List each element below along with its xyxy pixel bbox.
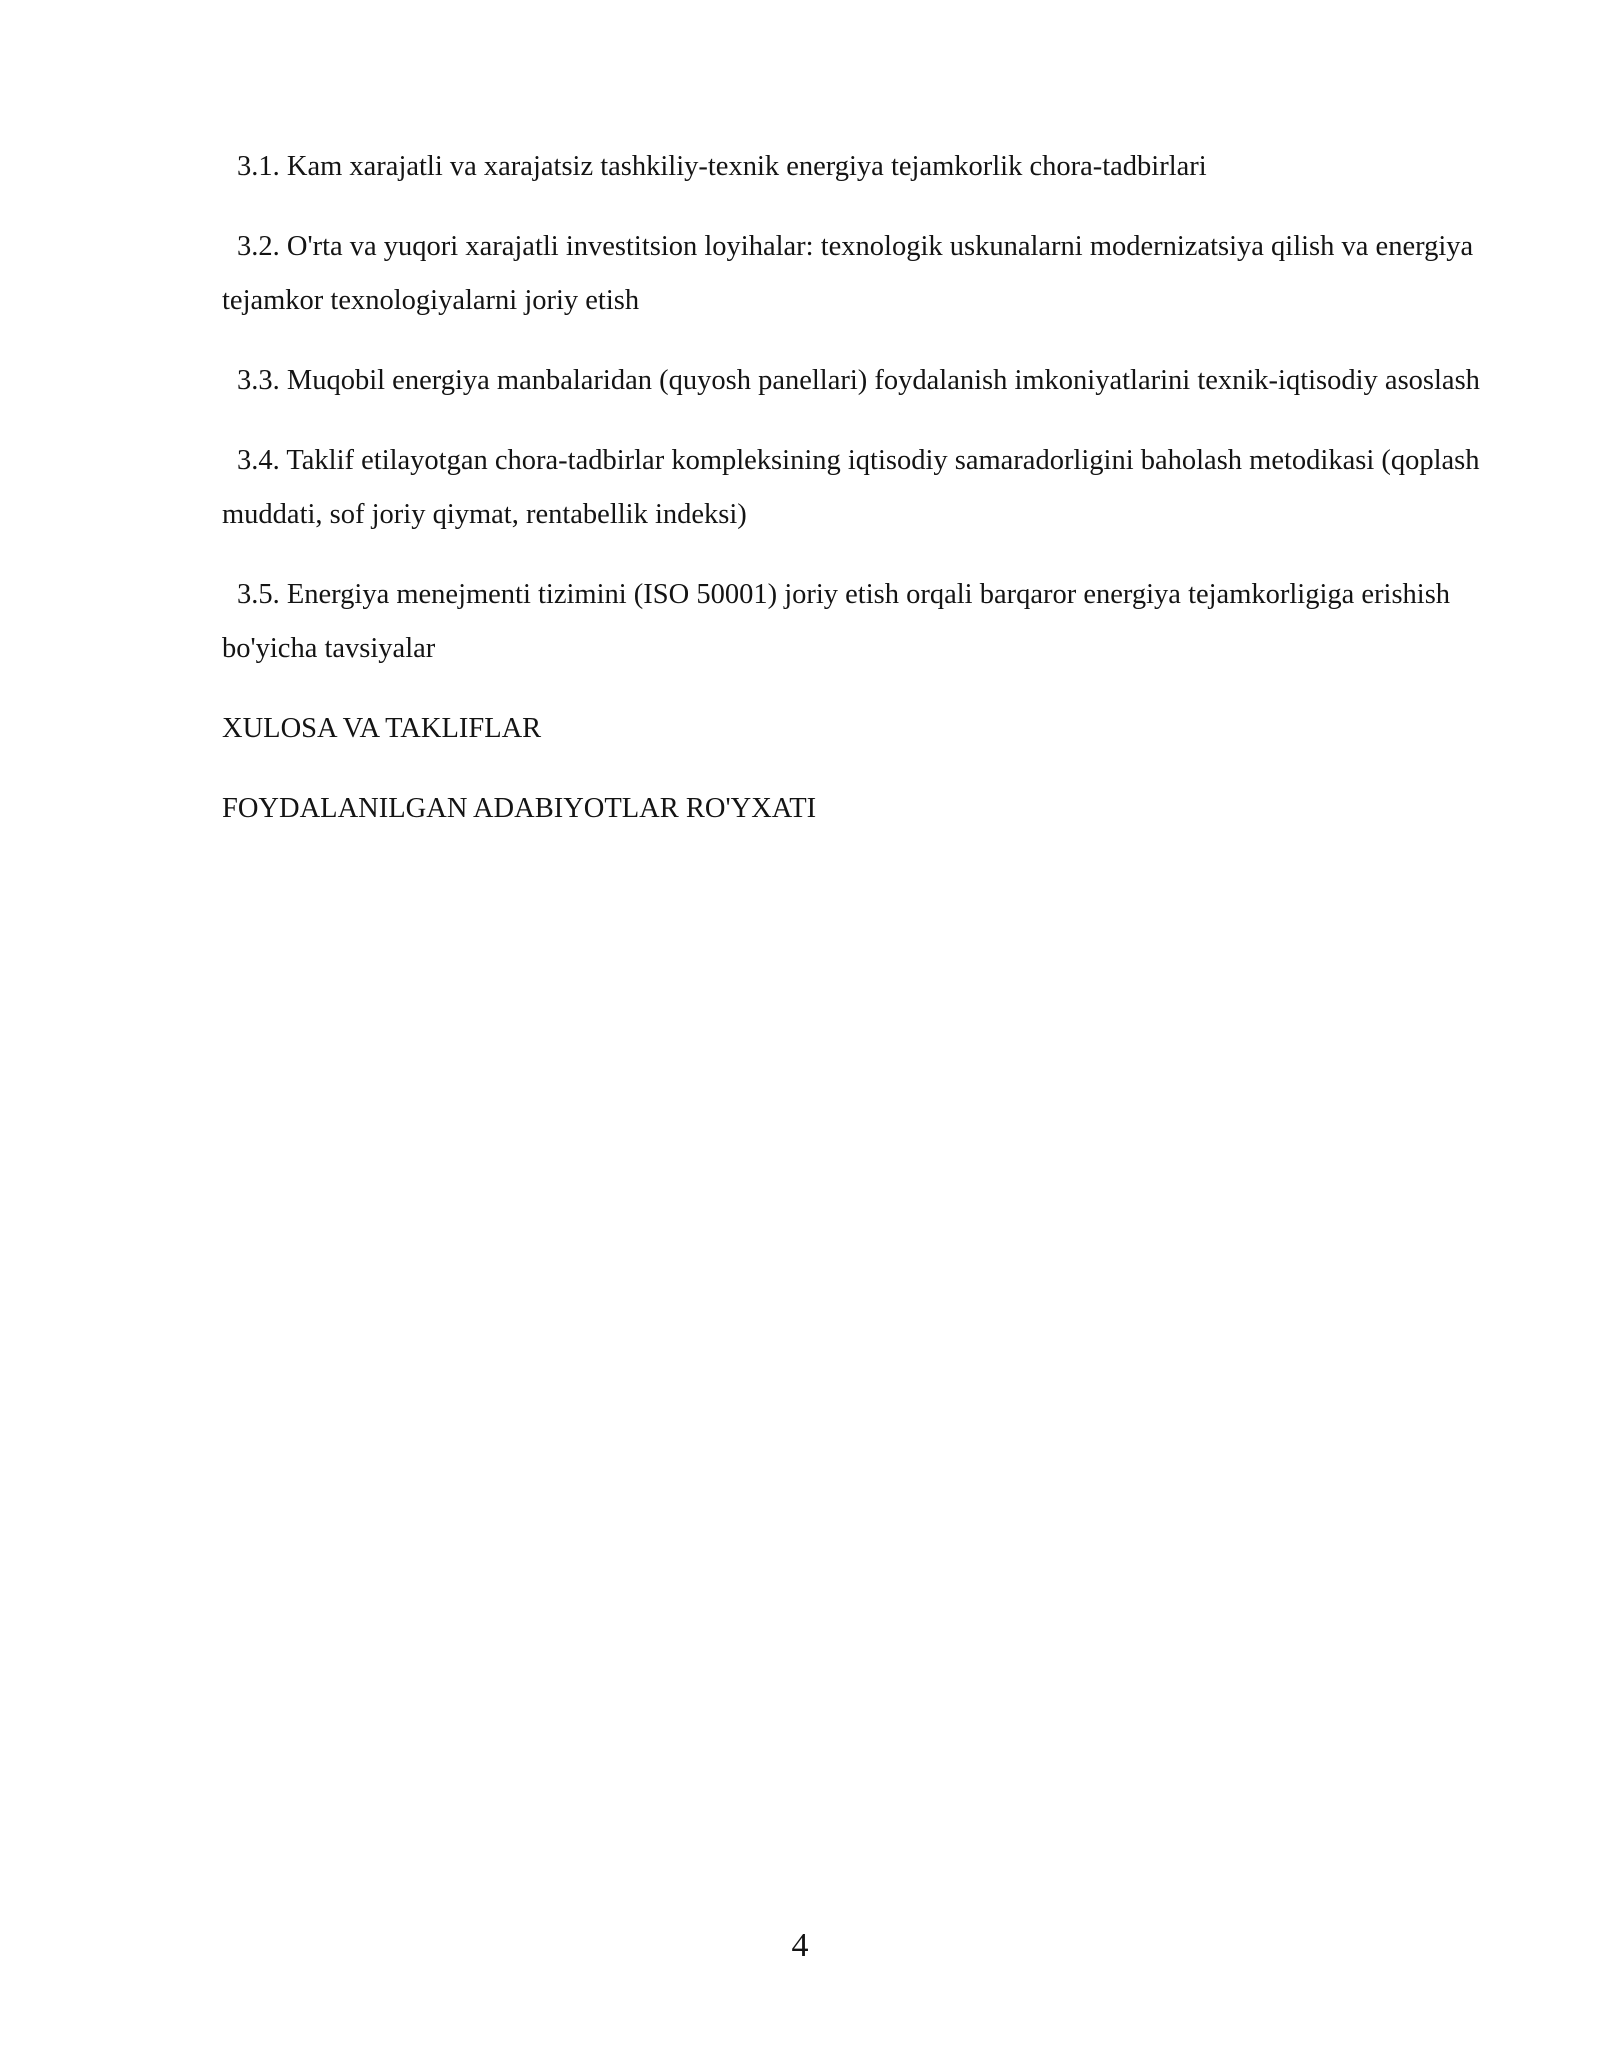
toc-item-3-1: 3.1. Kam xarajatli va xarajatsiz tashkiliy-texnik energiya tejamkorlik chora-tadbirlari (237, 151, 1207, 182)
toc-item-3-3: 3.3. Muqobil energiya manbalaridan (quyosh panellari) foydalanish imkoniyatlarini texnik-iqtisodiy asoslash (237, 365, 1480, 396)
table-of-contents (222, 140, 1492, 862)
page-number: 4 (791, 1927, 809, 1964)
toc-item-references: FOYDALANILGAN ADABIYOTLAR RO'YXATI (222, 793, 817, 824)
toc-item-conclusion: XULOSA VA TAKLIFLAR (222, 713, 542, 744)
toc-item-3-2: 3.2. O'rta va yuqori xarajatli investitsion loyihalar: texnologik uskunalarni modernizatsiya qilish va energiya tejamkor texnologiyalarni joriy etish (222, 231, 1474, 316)
toc-item-3-5: 3.5. Energiya menejmenti tizimini (ISO 50001) joriy etish orqali barqaror energiya tejamkorligiga erishish bo'yicha tavsiyalar (222, 579, 1451, 664)
toc-item-3-4: 3.4. Taklif etilayotgan chora-tadbirlar kompleksining iqtisodiy samaradorligini baholash metodikasi (qoplash muddati, sof joriy qiymat, rentabellik indeksi) (222, 445, 1480, 530)
